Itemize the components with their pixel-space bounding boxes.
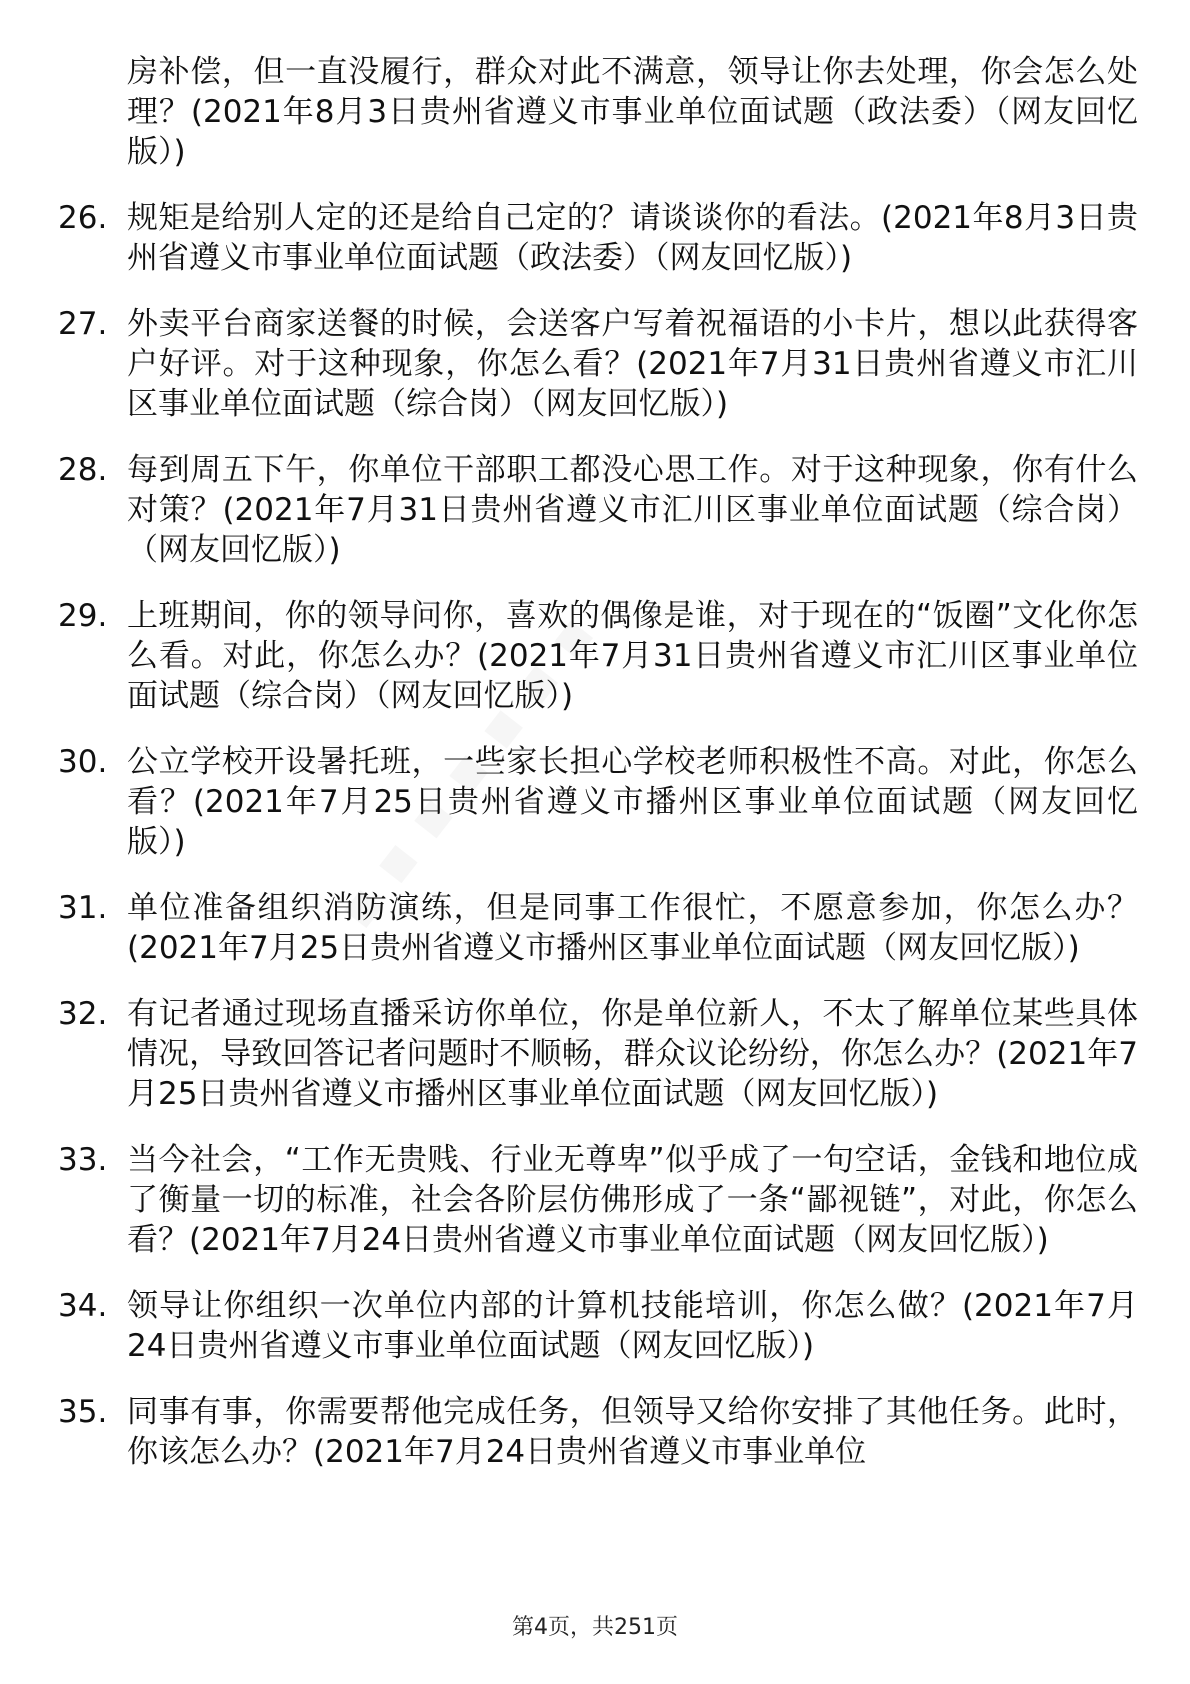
list-item	[58, 450, 1138, 570]
list-item	[58, 304, 1138, 424]
item-text: 当今社会，“工作无贵贱、行业无尊卑”似乎成了一句空话，金钱和地位成了衡量一切的标准，社会各阶层仿佛形成了一条“鄙视链”，对此，你怎么看？(2021年7月24日贵州省遵义市事业单位面试题（网友回忆版）)	[127, 1142, 1138, 1258]
item-number: 27.	[58, 306, 108, 342]
item-number: 28.	[58, 452, 108, 488]
list-item	[58, 1140, 1138, 1260]
item-number: 32.	[58, 996, 108, 1032]
list-item	[58, 994, 1138, 1114]
list-item	[58, 52, 1138, 172]
item-number: 34.	[58, 1288, 108, 1324]
item-text: 上班期间，你的领导问你，喜欢的偶像是谁，对于现在的“饭圈”文化你怎么看。对此，你怎么办？(2021年7月31日贵州省遵义市汇川区事业单位面试题（综合岗）（网友回忆版）)	[127, 598, 1138, 714]
item-text: 规矩是给别人定的还是给自己定的？请谈谈你的看法。(2021年8月3日贵州省遵义市事业单位面试题（政法委）（网友回忆版）)	[127, 200, 1138, 276]
item-text: 有记者通过现场直播采访你单位，你是单位新人，不太了解单位某些具体情况，导致回答记者问题时不顺畅，群众议论纷纷，你怎么办？(2021年7月25日贵州省遵义市播州区事业单位面试题（网友回忆版）)	[127, 996, 1138, 1112]
item-text: 外卖平台商家送餐的时候，会送客户写着祝福语的小卡片，想以此获得客户好评。对于这种现象，你怎么看？(2021年7月31日贵州省遵义市汇川区事业单位面试题（综合岗）（网友回忆版）)	[127, 306, 1138, 422]
item-text: 每到周五下午，你单位干部职工都没心思工作。对于这种现象，你有什么对策？(2021年7月31日贵州省遵义市汇川区事业单位面试题（综合岗）（网友回忆版）)	[127, 452, 1138, 568]
item-text: 同事有事，你需要帮他完成任务，但领导又给你安排了其他任务。此时，你该怎么办？(2021年7月24日贵州省遵义市事业单位	[127, 1394, 1138, 1470]
item-number: 33.	[58, 1142, 108, 1178]
item-text: 单位准备组织消防演练，但是同事工作很忙，不愿意参加，你怎么办？(2021年7月25日贵州省遵义市播州区事业单位面试题（网友回忆版）)	[127, 890, 1138, 966]
list-item	[58, 198, 1138, 278]
item-number: 31.	[58, 890, 108, 926]
item-text: 公立学校开设暑托班，一些家长担心学校老师积极性不高。对此，你怎么看？(2021年7月25日贵州省遵义市播州区事业单位面试题（网友回忆版）)	[127, 744, 1138, 860]
list-item	[58, 742, 1138, 862]
item-text: 领导让你组织一次单位内部的计算机技能培训，你怎么做？(2021年7月24日贵州省遵义市事业单位面试题（网友回忆版）)	[127, 1288, 1138, 1364]
list-item	[58, 1286, 1138, 1366]
item-number: 35.	[58, 1394, 108, 1430]
item-number: 29.	[58, 598, 108, 634]
page-footer: 第4页，共251页	[512, 1615, 678, 1640]
item-text: 房补偿，但一直没履行，群众对此不满意，领导让你去处理，你会怎么处理？(2021年8月3日贵州省遵义市事业单位面试题（政法委）（网友回忆版）)	[127, 54, 1138, 170]
list-item	[58, 1392, 1138, 1472]
list-item	[58, 888, 1138, 968]
question-list	[58, 52, 1138, 1498]
item-number: 30.	[58, 744, 108, 780]
list-item	[58, 596, 1138, 716]
item-number: 26.	[58, 200, 108, 236]
